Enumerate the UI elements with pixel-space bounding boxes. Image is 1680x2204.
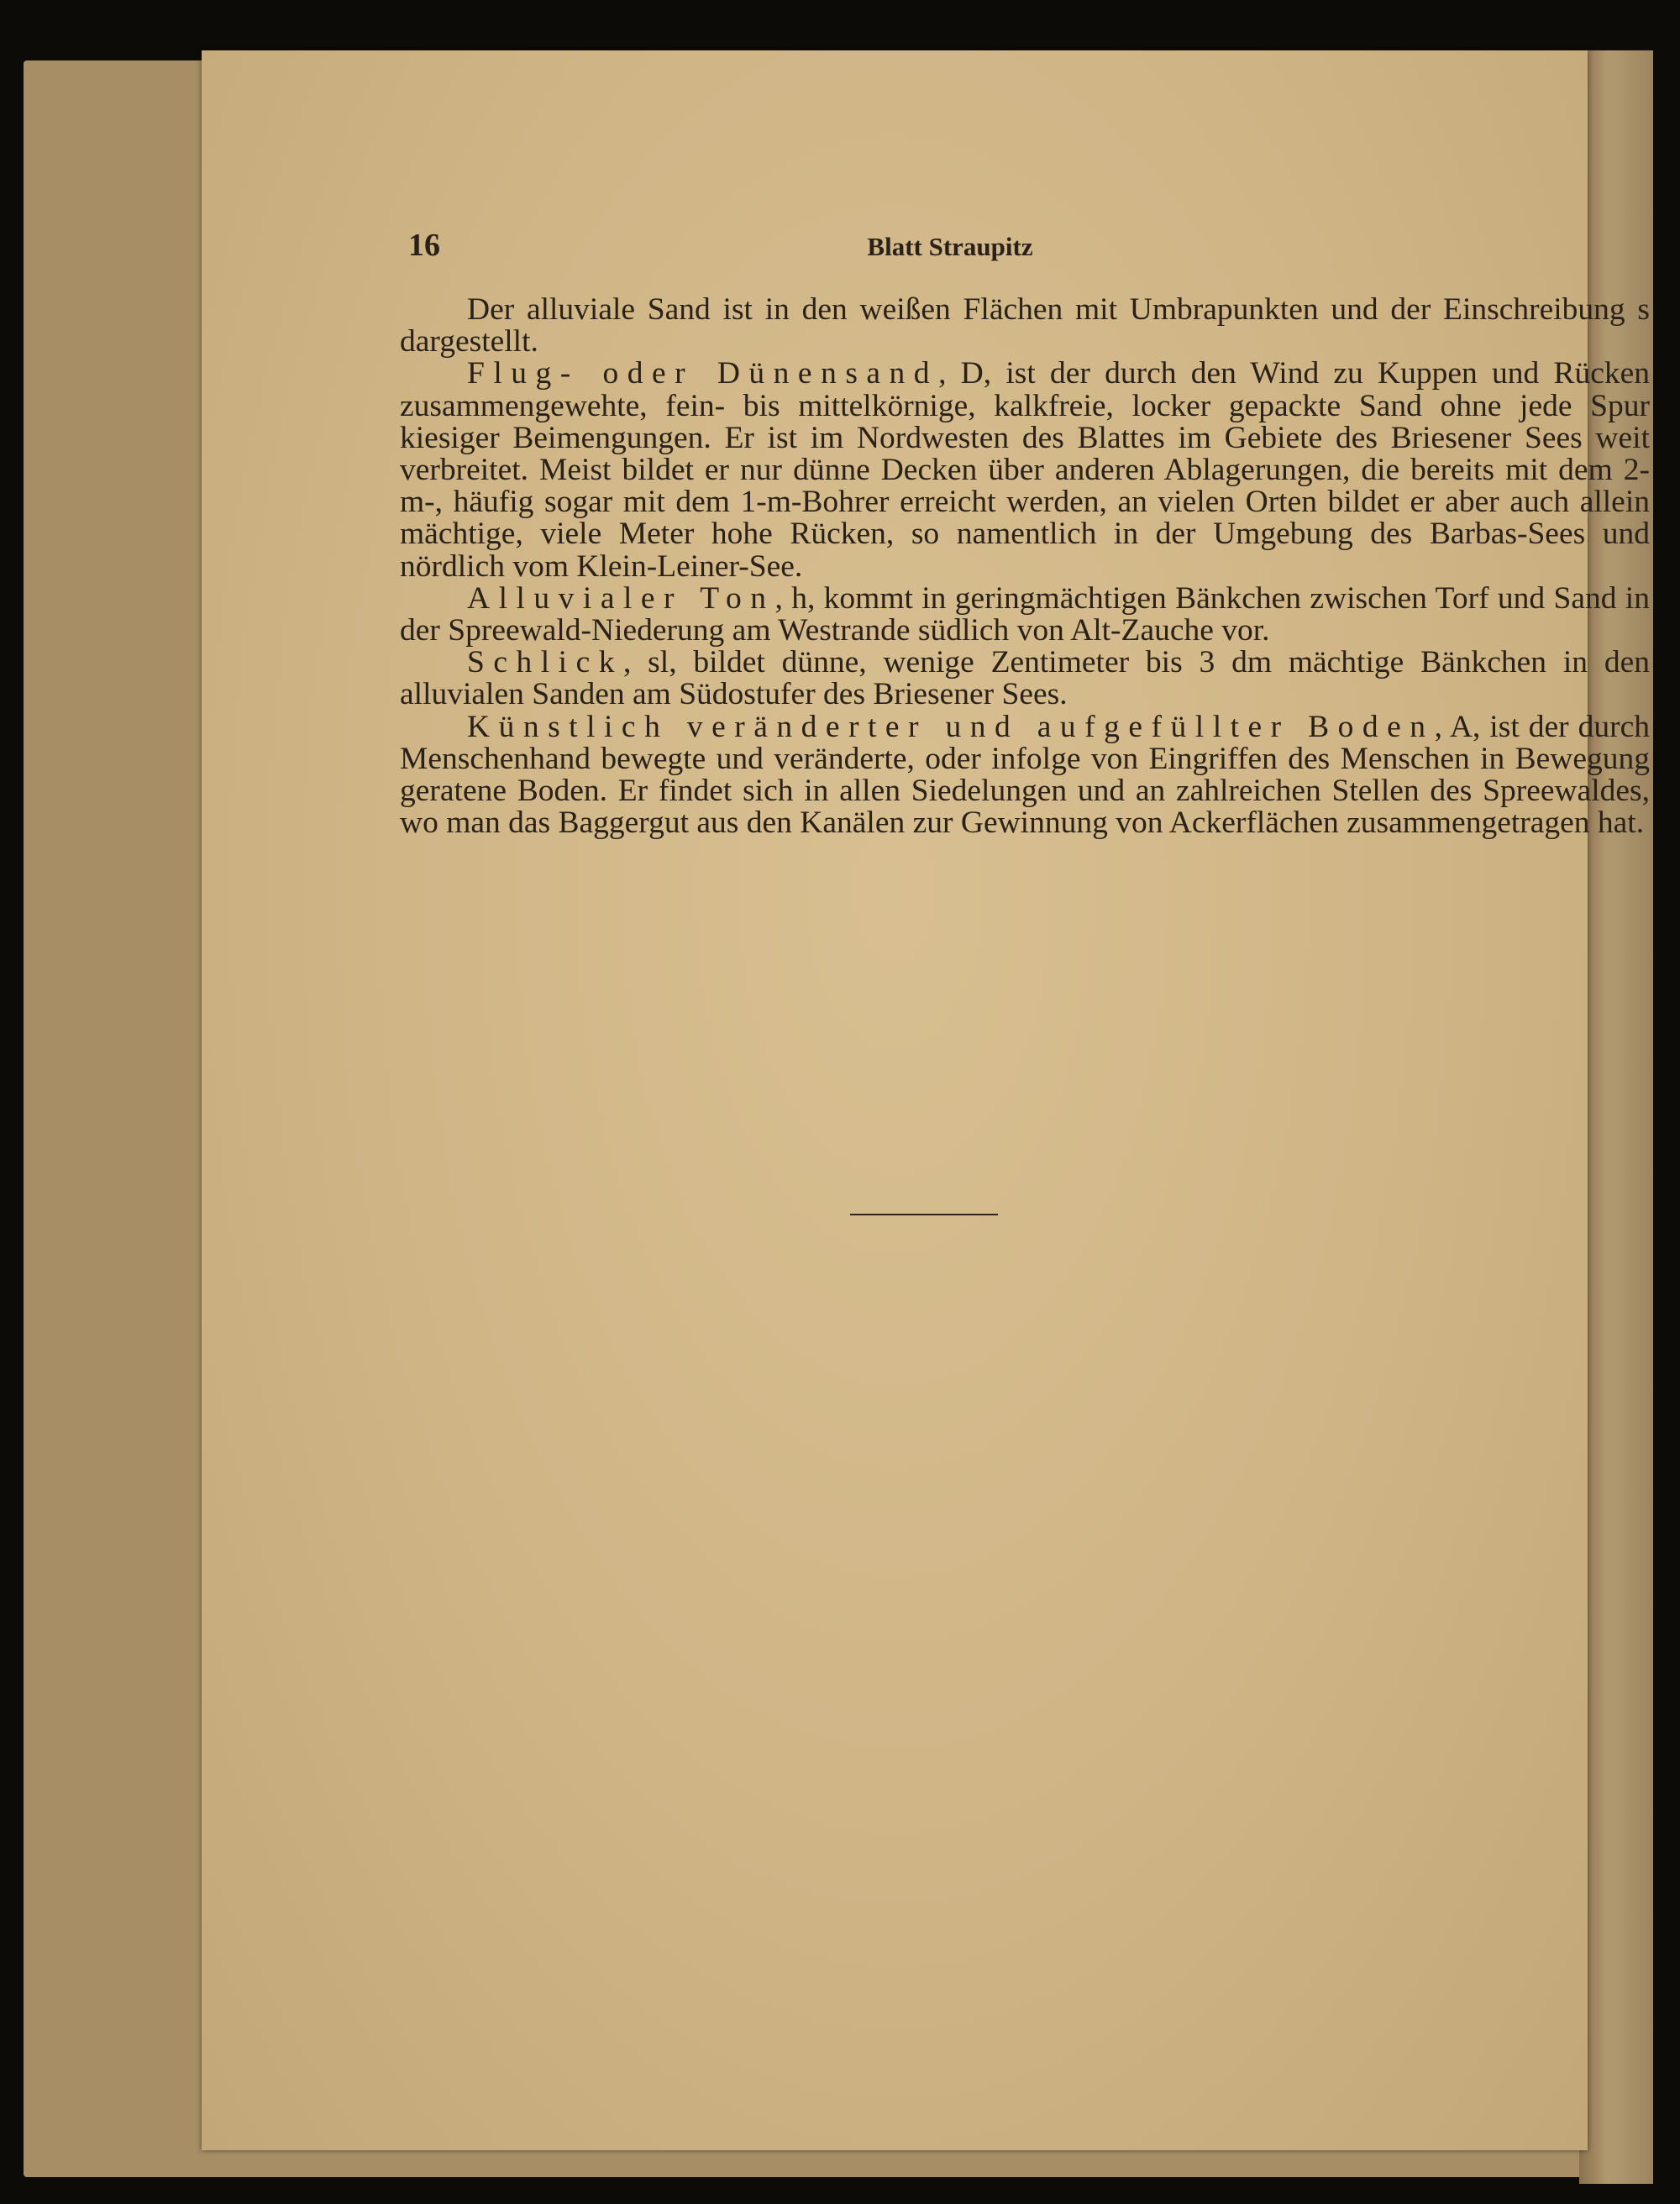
paragraph-text: , D, ist der durch den Wind zu Kuppen und Rücken zusammengewehte, fein- bis mittelkörnige, kalkfreie, locker gepackte Sand ohne jede Spur kiesiger Beimengungen. Er ist im Nordwesten des Blattes im Gebiete des Briesener Sees weit verbreitet. Meist bildet er nur dünne Decken über anderen Ablagerungen, die bereits mit dem 2-m-, häufig sogar mit dem 1-m-Bohrer erreicht werden, an vielen Orten bildet er aber auch allein mächtige, viele Meter hohe Rücken, so namentlich in der Umgebung des Barbas-Sees und nördlich vom Klein-Leiner-See. <box>400 356 1651 584</box>
body-text <box>400 294 1650 839</box>
paragraph-dune-sand <box>400 358 1650 582</box>
term-dune-sand: Flug- oder Dünensand <box>467 356 939 391</box>
term-artificial-ground: Künstlich veränderter und aufgefüllter Boden <box>467 709 1435 744</box>
paragraph-silt <box>400 647 1650 711</box>
paragraph-text: , sl, bildet dünne, wenige Zentimeter bis 3 dm mächtige Bänkchen in den alluvialen Sanden am Südostufer des Briesener Sees. <box>400 645 1650 712</box>
page-number: 16 <box>408 228 440 263</box>
term-alluvial-clay: Alluvialer Ton <box>467 580 775 616</box>
paragraph-text: Der alluviale Sand ist in den weißen Flächen mit Umbrapunkten und der Einschreibung s dargestellt. <box>400 292 1650 359</box>
book-page <box>202 50 1651 2150</box>
paragraph-alluvial-clay <box>400 580 1650 648</box>
page-header <box>408 227 1492 286</box>
end-rule <box>850 1214 998 1215</box>
term-silt: Schlick <box>467 645 623 680</box>
paragraph-text: , h, kommt in geringmächtigen Bänkchen zwischen Torf und Sand in der Spreewald-Niederung am Westrande südlich von Alt-Zauche vor. <box>400 580 1650 648</box>
paragraph-text: , A, ist der durch Menschenhand bewegte und veränderte, oder infolge von Eingriffen des Menschen in Bewegung geratene Boden. Er findet sich in allen Siedelungen und an zahlreichen Stellen des Spreewaldes, wo man das Baggergut aus den Kanälen zur Gewinnung von Ackerflächen zusammengetragen hat. <box>400 709 1650 841</box>
paragraph-artificial-ground <box>400 711 1650 840</box>
paragraph-alluvial-sand <box>400 294 1650 358</box>
running-title: Blatt Straupitz <box>867 232 1033 261</box>
